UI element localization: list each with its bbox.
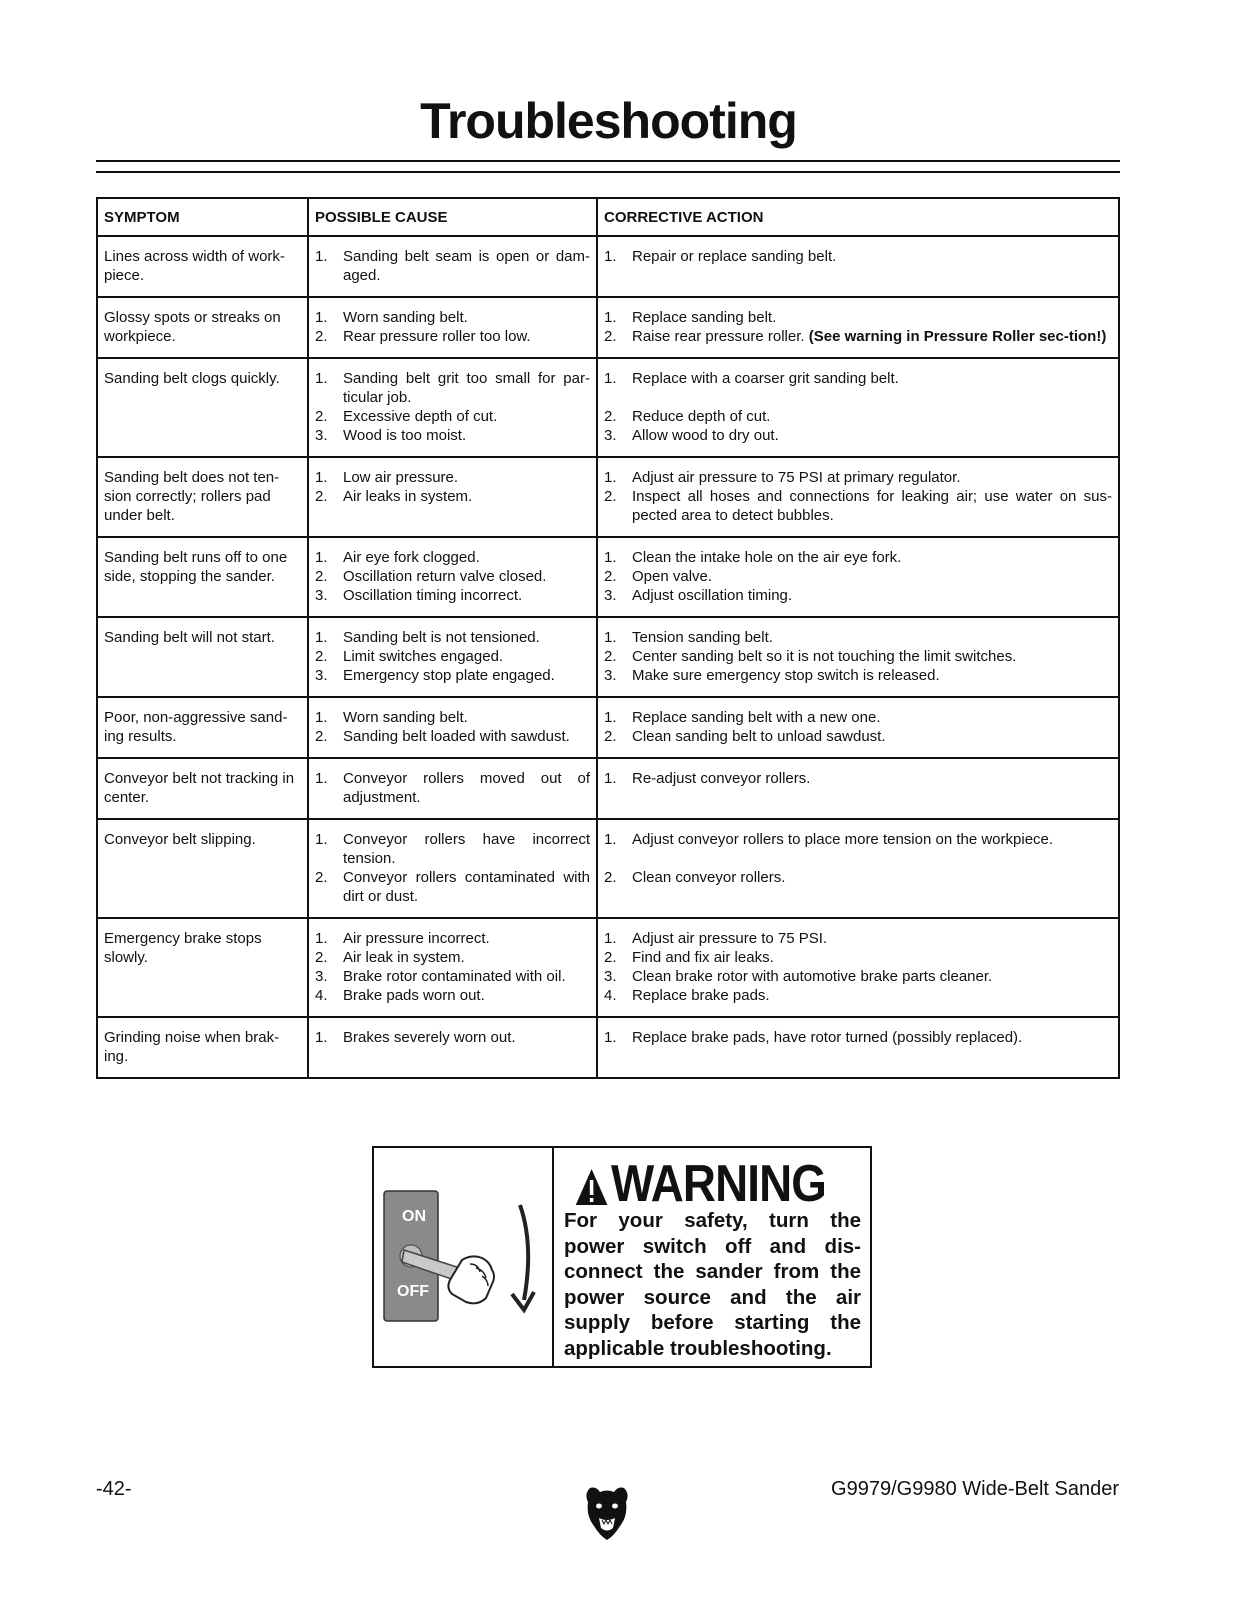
cause-cell <box>308 918 597 1017</box>
item-text: Adjust conveyor rollers to place more tension on the workpiece. <box>632 831 1054 848</box>
list-item <box>315 369 590 407</box>
item-text: Air leak in system. <box>343 949 465 966</box>
item-number: 1. <box>604 309 617 326</box>
item-text: Sanding belt seam is open or dam-aged. <box>343 248 590 284</box>
item-text: Tension sanding belt. <box>632 629 773 646</box>
item-text: Excessive depth of cut. <box>343 408 498 425</box>
item-number: 3. <box>604 427 617 444</box>
list-item <box>315 967 590 986</box>
warning-box <box>372 1146 872 1368</box>
list-item <box>315 327 590 346</box>
list-item <box>315 708 590 727</box>
symptom-cell: Glossy spots or streaks on workpiece. <box>97 297 308 358</box>
item-number: 1. <box>315 549 328 566</box>
model-name: G9979/G9980 Wide-Belt Sander <box>831 1478 1119 1500</box>
item-text: Oscillation return valve closed. <box>343 568 547 585</box>
action-cell <box>597 537 1119 617</box>
bear-logo-icon <box>584 1484 630 1540</box>
table-row <box>97 758 1119 819</box>
item-text: Clean the intake hole on the air eye fork. <box>632 549 902 566</box>
list-item <box>604 426 1112 445</box>
list-item <box>604 567 1112 586</box>
item-number: 2. <box>315 869 328 886</box>
item-number: 1. <box>604 629 617 646</box>
item-number: 1. <box>315 770 328 787</box>
item-number: 1. <box>604 930 617 947</box>
list-item <box>315 426 590 445</box>
item-number: 2. <box>604 328 617 345</box>
item-number: 4. <box>604 987 617 1004</box>
header-corrective-action: CORRECTIVE ACTION <box>597 198 1119 236</box>
cause-cell <box>308 819 597 918</box>
cause-cell <box>308 537 597 617</box>
switch-off-label: OFF <box>397 1283 429 1300</box>
item-number: 1. <box>604 370 617 387</box>
cause-cell <box>308 457 597 537</box>
list-item <box>315 868 590 906</box>
item-number: 3. <box>604 587 617 604</box>
symptom-cell: Emergency brake stops slowly. <box>97 918 308 1017</box>
list-item <box>604 369 1112 407</box>
symptom-cell: Poor, non-aggressive sand-ing results. <box>97 697 308 758</box>
item-text: Conveyor rollers moved out of adjustment. <box>343 770 590 806</box>
item-text: Sanding belt is not tensioned. <box>343 629 540 646</box>
action-cell <box>597 697 1119 758</box>
item-text: Clean brake rotor with automotive brake parts cleaner. <box>632 968 993 985</box>
list-item <box>604 327 1112 346</box>
table-row <box>97 457 1119 537</box>
action-cell <box>597 236 1119 297</box>
item-text: Replace brake pads. <box>632 987 770 1004</box>
list-item <box>315 308 590 327</box>
item-number: 2. <box>315 648 328 665</box>
item-number: 1. <box>604 770 617 787</box>
table-row <box>97 819 1119 918</box>
item-text: Clean sanding belt to unload sawdust. <box>632 728 886 745</box>
action-cell <box>597 918 1119 1017</box>
list-item <box>315 487 590 525</box>
item-number: 1. <box>604 549 617 566</box>
list-item <box>604 769 1112 807</box>
item-number: 3. <box>604 968 617 985</box>
cause-cell <box>308 697 597 758</box>
item-text: Re-adjust conveyor rollers. <box>632 770 811 787</box>
item-text: Brake pads worn out. <box>343 987 485 1004</box>
action-cell <box>597 758 1119 819</box>
item-number: 1. <box>315 709 328 726</box>
item-text: Open valve. <box>632 568 713 585</box>
warning-text: For your safety, turn the power switch off and dis-connect the sander from the power source and the air supply before starting the applicable troubleshooting. <box>564 1209 861 1360</box>
cause-cell <box>308 358 597 457</box>
item-number: 1. <box>315 248 328 265</box>
list-item <box>604 407 1112 426</box>
cause-cell <box>308 297 597 358</box>
item-text: Sanding belt loaded with sawdust. <box>343 728 570 745</box>
item-number: 1. <box>315 469 328 486</box>
symptom-cell: Sanding belt clogs quickly. <box>97 358 308 457</box>
page-number: -42- <box>96 1478 132 1500</box>
item-text: Air leaks in system. <box>343 488 473 505</box>
item-number: 2. <box>604 568 617 585</box>
list-item <box>604 986 1112 1005</box>
list-item <box>604 247 1112 285</box>
table-row <box>97 1017 1119 1078</box>
item-number: 3. <box>315 427 328 444</box>
item-text: Adjust air pressure to 75 PSI. <box>632 930 828 947</box>
switch-on-label: ON <box>402 1208 426 1225</box>
list-item <box>315 407 590 426</box>
list-item <box>604 830 1112 868</box>
item-number: 2. <box>604 949 617 966</box>
symptom-cell: Conveyor belt slipping. <box>97 819 308 918</box>
item-text: Brake rotor contaminated with oil. <box>343 968 566 985</box>
item-text: Low air pressure. <box>343 469 459 486</box>
header-possible-cause: POSSIBLE CAUSE <box>308 198 597 236</box>
list-item <box>315 647 590 666</box>
table-row <box>97 918 1119 1017</box>
list-item <box>604 967 1112 986</box>
list-item <box>315 586 590 605</box>
action-cell <box>597 358 1119 457</box>
troubleshooting-table <box>96 197 1120 1079</box>
item-number: 4. <box>315 987 328 1004</box>
item-number: 3. <box>315 968 328 985</box>
header-symptom: SYMPTOM <box>97 198 308 236</box>
list-item <box>604 487 1112 525</box>
list-item <box>604 666 1112 685</box>
item-number: 2. <box>315 949 328 966</box>
table-row <box>97 236 1119 297</box>
list-item <box>315 567 590 586</box>
item-number: 2. <box>604 869 617 886</box>
item-number: 2. <box>604 488 617 505</box>
item-number: 2. <box>604 408 617 425</box>
list-item <box>604 948 1112 967</box>
item-number: 1. <box>315 309 328 326</box>
item-number: 2. <box>315 728 328 745</box>
item-number: 2. <box>315 408 328 425</box>
list-item <box>315 769 590 807</box>
list-item <box>315 929 590 948</box>
item-text: Wood is too moist. <box>343 427 467 444</box>
item-text: Worn sanding belt. <box>343 709 468 726</box>
item-text: Reduce depth of cut. <box>632 408 771 425</box>
item-text: Adjust air pressure to 75 PSI at primary regulator. <box>632 469 961 486</box>
list-item <box>604 1028 1112 1047</box>
action-note: (See warning in Pressure Roller sec-tion!) <box>808 328 1107 345</box>
action-cell <box>597 1017 1119 1078</box>
item-text: Sanding belt grit too small for par-ticular job. <box>343 370 590 406</box>
item-text: Worn sanding belt. <box>343 309 468 326</box>
list-item <box>315 548 590 567</box>
symptom-cell: Sanding belt runs off to one side, stopping the sander. <box>97 537 308 617</box>
item-text: Repair or replace sanding belt. <box>632 248 837 265</box>
page-title: Troubleshooting <box>420 93 797 149</box>
title-rule-top <box>96 160 1120 162</box>
action-cell <box>597 617 1119 697</box>
list-item <box>604 868 1112 906</box>
table-row <box>97 358 1119 457</box>
item-text: Replace with a coarser grit sanding belt. <box>632 370 899 387</box>
table-row <box>97 537 1119 617</box>
item-number: 2. <box>315 328 328 345</box>
list-item <box>604 708 1112 727</box>
item-text: Conveyor rollers contaminated with dirt or dust. <box>343 869 590 905</box>
list-item <box>604 628 1112 647</box>
title-rule-bottom <box>96 171 1120 173</box>
list-item <box>604 929 1112 948</box>
item-text: Air pressure incorrect. <box>343 930 490 947</box>
list-item <box>315 727 590 746</box>
action-cell <box>597 457 1119 537</box>
cause-cell <box>308 1017 597 1078</box>
list-item <box>315 830 590 868</box>
item-number: 1. <box>315 629 328 646</box>
item-number: 2. <box>604 648 617 665</box>
item-text: Clean conveyor rollers. <box>632 869 786 886</box>
item-number: 1. <box>315 370 328 387</box>
item-number: 1. <box>604 1029 617 1046</box>
cause-cell <box>308 758 597 819</box>
list-item <box>604 586 1112 605</box>
item-text: Rear pressure roller too low. <box>343 328 531 345</box>
item-text: Brakes severely worn out. <box>343 1029 516 1046</box>
list-item <box>315 468 590 487</box>
action-cell <box>597 819 1119 918</box>
item-text: Inspect all hoses and connections for leaking air; use water on sus-pected area to detect bubbles. <box>632 488 1112 524</box>
list-item <box>315 628 590 647</box>
item-text: Emergency stop plate engaged. <box>343 667 555 684</box>
list-item <box>315 666 590 685</box>
item-text: Center sanding belt so it is not touching the limit switches. <box>632 648 1017 665</box>
symptom-cell: Sanding belt will not start. <box>97 617 308 697</box>
item-number: 2. <box>315 568 328 585</box>
list-item <box>604 548 1112 567</box>
item-number: 3. <box>604 667 617 684</box>
item-text: Raise rear pressure roller. (See warning in Pressure Roller sec-tion!) <box>632 328 1107 345</box>
item-text: Replace sanding belt. <box>632 309 777 326</box>
item-text: Limit switches engaged. <box>343 648 504 665</box>
item-text: Air eye fork clogged. <box>343 549 480 566</box>
list-item <box>315 986 590 1005</box>
symptom-cell: Lines across width of work-piece. <box>97 236 308 297</box>
item-text: Find and fix air leaks. <box>632 949 774 966</box>
symptom-cell: Sanding belt does not ten-sion correctly; rollers pad under belt. <box>97 457 308 537</box>
item-text: Allow wood to dry out. <box>632 427 779 444</box>
item-text: Replace brake pads, have rotor turned (possibly replaced). <box>632 1029 1023 1046</box>
list-item <box>604 468 1112 487</box>
cause-cell <box>308 617 597 697</box>
item-number: 1. <box>604 709 617 726</box>
item-text: Replace sanding belt with a new one. <box>632 709 881 726</box>
list-item <box>604 727 1112 746</box>
cause-cell <box>308 236 597 297</box>
warning-illustration <box>374 1148 554 1366</box>
item-number: 1. <box>604 469 617 486</box>
table-header-row <box>97 198 1119 236</box>
symptom-cell: Conveyor belt not tracking in center. <box>97 758 308 819</box>
table-row <box>97 697 1119 758</box>
item-number: 1. <box>604 248 617 265</box>
item-number: 1. <box>315 930 328 947</box>
item-number: 1. <box>604 831 617 848</box>
item-number: 2. <box>604 728 617 745</box>
item-number: 1. <box>315 1029 328 1046</box>
symptom-cell: Grinding noise when brak-ing. <box>97 1017 308 1078</box>
list-item <box>315 948 590 967</box>
item-number: 2. <box>315 488 328 505</box>
list-item <box>604 647 1112 666</box>
item-text: Adjust oscillation timing. <box>632 587 793 604</box>
table-row <box>97 617 1119 697</box>
item-number: 1. <box>315 831 328 848</box>
item-text: Conveyor rollers have incorrect tension. <box>343 831 590 867</box>
table-row <box>97 297 1119 358</box>
item-text: Oscillation timing incorrect. <box>343 587 523 604</box>
item-number: 3. <box>315 587 328 604</box>
list-item <box>315 247 590 285</box>
list-item <box>604 308 1112 327</box>
warning-heading-text: WARNING <box>610 1155 826 1213</box>
item-text: Make sure emergency stop switch is released. <box>632 667 940 684</box>
action-cell <box>597 297 1119 358</box>
list-item <box>315 1028 590 1047</box>
warning-content <box>554 1148 870 1366</box>
item-number: 3. <box>315 667 328 684</box>
power-switch-icon <box>374 1148 552 1366</box>
